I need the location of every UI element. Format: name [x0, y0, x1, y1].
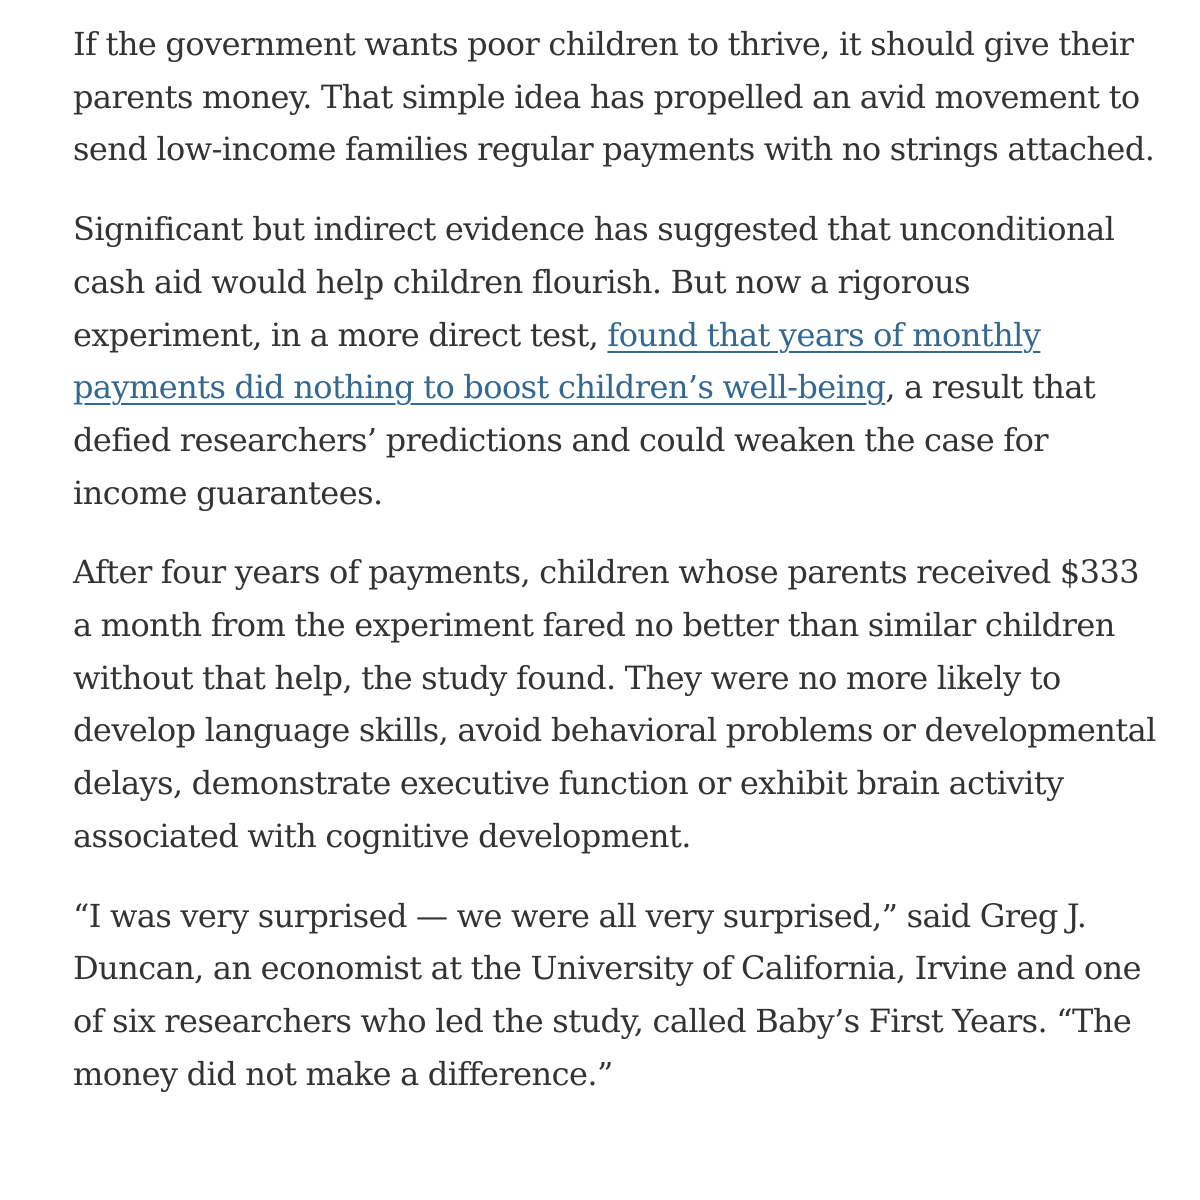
- article-paragraph-3: After four years of payments, children whose parents received $333 a month from the experiment fared no better than similar children without that help, the study found. They were no more likely to develop language skills, avoid behavioral problems or developmental delays, demonstrate executive function or exhibit brain activity associated with cognitive development.: [73, 553, 1156, 855]
- paragraph-text: , a result that defied researchers’ predictions and could weaken the case for income guarantees.: [73, 368, 1096, 512]
- study-findings-link[interactable]: found that years of monthly payments did nothing to boost children’s well-being: [73, 315, 1041, 407]
- paragraph-text: Significant but indirect evidence has suggested that unconditional cash aid would help children flourish. But now a rigorous experiment, in a more direct test,: [73, 210, 1115, 354]
- article-body: [73, 18, 1163, 1127]
- article-paragraph-1: If the government wants poor children to thrive, it should give their parents money. That simple idea has propelled an avid movement to send low-income families regular payments with no strings attached.: [73, 25, 1155, 169]
- article-paragraph-4: “I was very surprised — we were all very surprised,” said Greg J. Duncan, an economist at the University of California, Irvine and one of six researchers who led the study, called Baby’s First Years. “The money did not make a difference.”: [73, 896, 1142, 1093]
- article-paragraph-2: [73, 203, 1163, 519]
